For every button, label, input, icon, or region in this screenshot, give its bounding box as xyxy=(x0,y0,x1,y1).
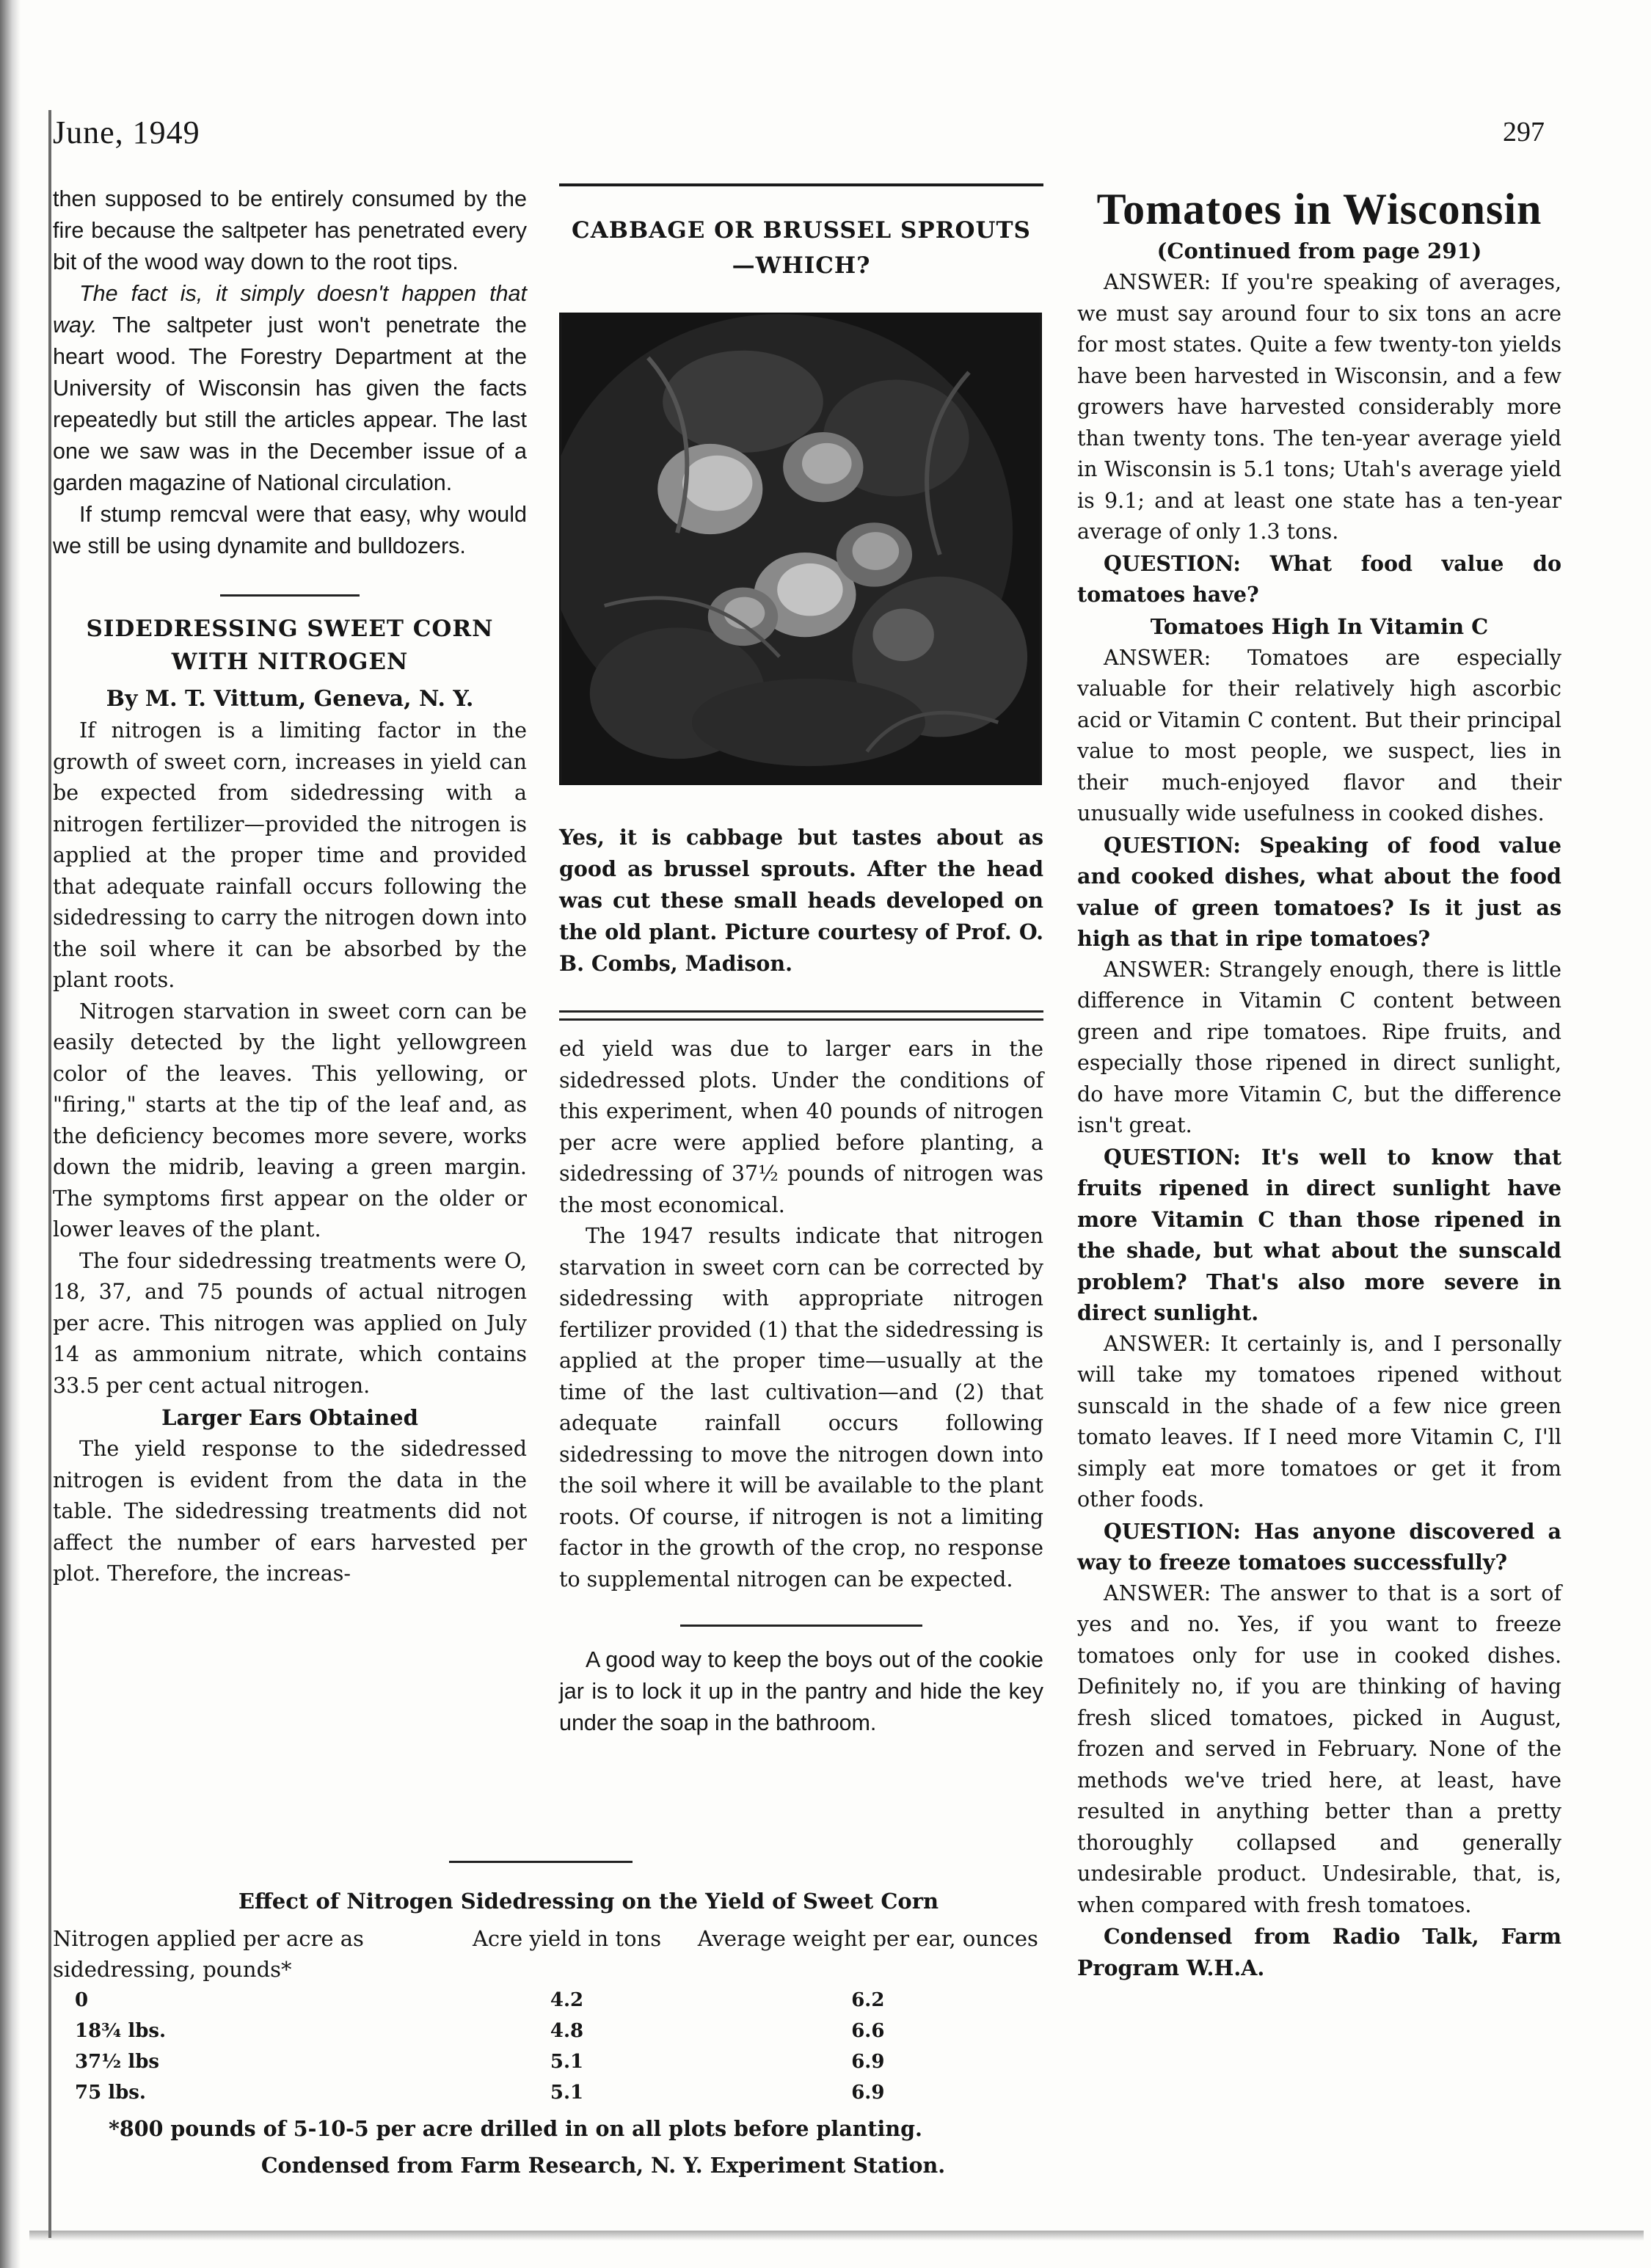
section-divider xyxy=(220,594,360,597)
table-cell: 6.6 xyxy=(851,2020,885,2042)
table-cell: 4.2 xyxy=(550,1989,584,2011)
paragraph-text: The saltpeter just won't penetrate the heart wood. The Forestry Department at the University of Wisconsin has given the facts repeatedly but still the articles appear. The last one we saw was in the December issue of a garden magazine of National circulation. xyxy=(53,313,527,495)
scan-bottom-edge xyxy=(29,2231,1644,2241)
table-cell: 18¾ lbs. xyxy=(75,2020,167,2042)
question-paragraph: QUESTION: It's well to know that fruits ripened in direct sunlight have more Vitamin C than those ripened in the shade, but what about the sunscald problem? That's also more severe in direct sunlight. xyxy=(1077,1144,1561,1325)
scan-edge-shadow xyxy=(0,0,21,2268)
article-title-line: —WHICH? xyxy=(732,252,871,279)
section-subheading: Tomatoes High In Vitamin C xyxy=(1150,613,1489,639)
section-divider xyxy=(449,1861,633,1863)
continued-note: (Continued from page 291) xyxy=(1156,238,1482,263)
section-subheading: Larger Ears Obtained xyxy=(161,1405,418,1430)
binding-edge-line xyxy=(48,110,51,2238)
yield-table xyxy=(53,1923,1051,2108)
article-title-line: WITH NITROGEN xyxy=(171,649,409,675)
question-paragraph: QUESTION: Speaking of food value and cooked dishes, what about the food value of green tomatoes? Is it just as high as that in ripe tomatoes? xyxy=(1077,832,1561,951)
table-cell: 5.1 xyxy=(550,2082,584,2104)
table-row xyxy=(53,1985,1051,2016)
article-title-line: SIDEDRESSING SWEET CORN xyxy=(86,616,494,642)
table-header: Acre yield in tons xyxy=(472,1926,662,1951)
paragraph: then supposed to be entirely consumed by the fire because the saltpeter has penetrated every bit of the wood way down to the root tips. xyxy=(53,186,527,274)
yield-table-section xyxy=(53,1861,1065,2181)
answer-paragraph: ANSWER: Tomatoes are especially valuable for their relatively high ascorbic acid or Vitamin C content. But their principal value to most people, we suspect, lies in their much-enjoyed flavor and their unusually wide usefulness in cooked dishes. xyxy=(1077,645,1561,825)
article-title-line: CABBAGE OR BRUSSEL SPROUTS xyxy=(572,217,1031,244)
table-cell: 6.9 xyxy=(851,2051,885,2073)
table-cell: 37½ lbs xyxy=(75,2051,160,2073)
double-rule-divider xyxy=(559,1010,1043,1021)
article-title: Tomatoes in Wisconsin xyxy=(1096,185,1542,233)
table-source: Condensed from Farm Research, N. Y. Experiment Station. xyxy=(260,2153,946,2178)
table-header-row xyxy=(53,1923,1051,1985)
photo-caption: Yes, it is cabbage but tastes about as good as brussel sprouts. After the head was cut these small heads developed on the old plant. Picture courtesy of Prof. O. B. Combs, Madison. xyxy=(559,825,1043,976)
table-row xyxy=(53,2077,1051,2108)
table-footnote: *800 pounds of 5-10-5 per acre drilled in on all plots before planting. xyxy=(109,2116,922,2141)
table-cell: 75 lbs. xyxy=(75,2082,146,2104)
table-row xyxy=(53,2016,1051,2046)
paragraph: If nitrogen is a limiting factor in the growth of sweet corn, increases in yield can be expected from sidedressing with a nitrogen fertilizer—provided the nitrogen is applied at the proper time and provided that adequate rainfall occurs following the sidedressing to carry the nitrogen down into the soil where it can be absorbed by the plant roots. xyxy=(53,718,527,992)
column-top-rule xyxy=(559,183,1043,186)
column-left xyxy=(53,183,527,1590)
paragraph xyxy=(53,278,527,499)
column-right xyxy=(1077,183,1561,1983)
cabbage-photo xyxy=(559,313,1042,785)
paragraph: A good way to keep the boys out of the cookie jar is to lock it up in the pantry and hide the key under the soap in the bathroom. xyxy=(559,1647,1043,1735)
table-cell: 6.9 xyxy=(851,2082,885,2104)
italic-emphasis: The fact is, it simply doesn't happen that way. xyxy=(53,281,527,338)
table-title: Effect of Nitrogen Sidedressing on the Yield of Sweet Corn xyxy=(238,1889,939,1914)
table-header: Nitrogen applied per acre as sidedressing, pounds* xyxy=(53,1926,364,1982)
header-date: June, 1949 xyxy=(53,114,200,150)
section-divider xyxy=(680,1625,922,1627)
question-paragraph: QUESTION: Has anyone discovered a way to freeze tomatoes successfully? xyxy=(1077,1518,1561,1575)
table-cell: 6.2 xyxy=(851,1989,885,2011)
answer-paragraph: ANSWER: If you're speaking of averages, we must say around four to six tons an acre for most states. Quite a few twenty-ton yields have been harvested in Wisconsin, and a few growers have harvested considerably more than twenty tons. The ten-year average yield in Wisconsin is 5.1 tons; Utah's average yield is 9.1; and at least one state has a ten-year average of only 1.3 tons. xyxy=(1077,270,1561,544)
paragraph: The four sidedressing treatments were O, 18, 37, and 75 pounds of actual nitrogen per acre. This nitrogen was applied on July 14 as ammonium nitrate, which contains 33.5 per cent actual nitrogen. xyxy=(53,1248,527,1398)
paragraph: The yield response to the sidedressed nitrogen is evident from the data in the table. The sidedressing treatments did not affect the number of ears harvested per plot. Therefore, the increas- xyxy=(53,1437,527,1586)
table-row xyxy=(53,2046,1051,2077)
byline: By M. T. Vittum, Geneva, N. Y. xyxy=(106,686,474,712)
table-cell: 4.8 xyxy=(550,2020,584,2042)
paragraph: Nitrogen starvation in sweet corn can be easily detected by the light yellowgreen color of the leaves. This yellowing, or "firing," starts at the tip of the leaf and, as the deficiency becomes more severe, works down the midrib, leaving a green margin. The symptoms first appear on the older or lower leaves of the plant. xyxy=(53,999,527,1241)
table-cell: 0 xyxy=(75,1989,89,2011)
question-paragraph: QUESTION: What food value do tomatoes have? xyxy=(1077,550,1561,607)
answer-paragraph: ANSWER: Strangely enough, there is little difference in Vitamin C content between green and ripe tomatoes. Ripe fruits, and especially those ripened in direct sunlight, do have more Vitamin C, but the difference isn't great. xyxy=(1077,957,1561,1137)
column-middle xyxy=(559,183,1043,1739)
answer-paragraph: ANSWER: The answer to that is a sort of yes and no. Yes, if you want to freeze tomatoes only for use in cooked dishes. Definitely no, if you are thinking of having fresh sliced tomatoes, picked in August, frozen and served in February. None of the methods we've tried here, at least, have resulted in anything better than a pretty thoroughly collapsed and generally undesirable product. Undesirable, that, is, when compared with fresh tomatoes. xyxy=(1077,1580,1561,1917)
article-title xyxy=(559,213,1043,283)
page-number: 297 xyxy=(1503,117,1545,147)
article-title xyxy=(53,613,527,679)
table-header: Average weight per ear, ounces xyxy=(697,1926,1038,1951)
paragraph: ed yield was due to larger ears in the sidedressed plots. Under the conditions of this experiment, when 40 pounds of nitrogen per acre were applied before planting, a sidedressing of 37½ pounds of nitrogen was the most economical. xyxy=(559,1037,1043,1217)
answer-paragraph: ANSWER: It certainly is, and I personally will take my tomatoes ripened without sunscald in the shade of a few nice green tomato leaves. If I need more Vitamin C, I'll simply eat more tomatoes or get it from other foods. xyxy=(1077,1331,1561,1512)
table-cell: 5.1 xyxy=(550,2051,584,2073)
source-credit: Condensed from Radio Talk, Farm Program W.H.A. xyxy=(1077,1924,1561,1980)
paragraph: If stump remcval were that easy, why would we still be using dynamite and bulldozers. xyxy=(53,502,527,558)
paragraph: The 1947 results indicate that nitrogen starvation in sweet corn can be corrected by sidedressing with appropriate nitrogen fertilizer provided (1) that the sidedressing is applied at the proper time—usually at the time of the last cultivation—and (2) that adequate rainfall occurs following sidedressing to move the nitrogen down into the soil where it will be available to the plant roots. Of course, if nitrogen is not a limiting factor in the growth of the crop, no response to supplemental nitrogen can be expected. xyxy=(559,1224,1043,1591)
